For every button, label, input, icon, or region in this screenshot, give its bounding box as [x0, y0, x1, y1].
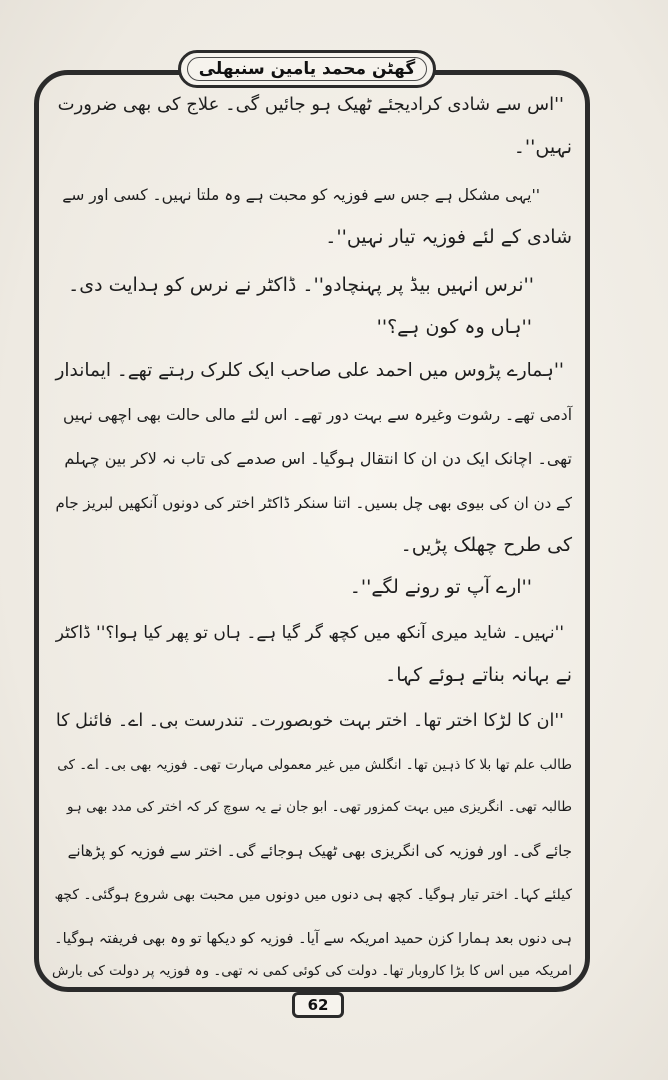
text-line: طالبہ تھی۔ انگریزی میں بہت کمزور تھی۔ ابو جان نے یہ سوچ کر کہ اختر کی مدد بھی ہو: [66, 799, 572, 815]
page-number: 62: [307, 996, 329, 1014]
text-line: ''ان کا لڑکا اختر تھا۔ اختر بہت خوبصورت۔ تندرست بی۔ اے۔ فائنل کا: [55, 711, 564, 731]
text-line: ''نرس انہیں بیڈ پر پہنچادو''۔ ڈاکٹر نے نرس کو ہدایت دی۔: [68, 274, 534, 296]
page-number-box: [292, 992, 344, 1018]
text-line: ''ہاں وہ کون ہے؟'': [376, 316, 532, 338]
text-line: شادی کے لئے فوزیہ تیار نہیں''۔: [325, 226, 572, 248]
body-text: [52, 92, 572, 982]
text-line: کیلئے کہا۔ اختر تیار ہوگیا۔ کچھ ہی دنوں میں دونوں میں محبت بھی شروع ہوگئی۔ کچھ: [54, 887, 572, 903]
text-line: تھی۔ اچانک ایک دن ان کا انتقال ہوگیا۔ اس صدمے کی تاب نہ لاکر بین چہلم: [64, 449, 572, 468]
text-line: ''ہمارے پڑوس میں احمد علی صاحب ایک کلرک رہتے تھے۔ ایماندار: [55, 360, 564, 381]
text-line: آدمی تھے۔ رشوت وغیرہ سے بہت دور تھے۔ اس لئے مالی حالت بھی اچھی نہیں: [62, 406, 572, 424]
text-line: کی طرح چھلک پڑیں۔: [400, 534, 572, 556]
text-line: ''ارے آپ تو رونے لگے''۔: [349, 576, 532, 598]
header-title: گھٹن محمد یامین سنبھلی: [198, 59, 416, 79]
text-line: نہیں''۔: [513, 136, 572, 158]
running-header: [178, 50, 436, 88]
text-line: کے دن ان کی بیوی بھی چل بسیں۔ اتنا سنکر ڈاکٹر اختر کی دونوں آنکھیں لبریز جام: [55, 494, 572, 512]
text-line: امریکہ میں اس کا بڑا کاروبار تھا۔ دولت کی کوئی کمی نہ تھی۔ وہ فوزیہ پر دولت کی بارش: [51, 963, 572, 979]
text-line: ہی دنوں بعد ہمارا کزن حمید امریکہ سے آیا۔ فوزیہ کو دیکھا تو وہ بھی فریفتہ ہوگیا۔: [54, 931, 572, 947]
text-line: جائے گی۔ اور فوزیہ کی انگریزی بھی ٹھیک ہوجائے گی۔ اختر سے فوزیہ کو پڑھانے: [67, 842, 572, 860]
text-line: ''نہیں۔ شاید میری آنکھ میں کچھ گر گیا ہے۔ ہاں تو پھر کیا ہوا؟'' ڈاکٹر: [55, 623, 564, 643]
text-line: طالب علم تھا بلا کا ذہین تھا۔ انگلش میں غیر معمولی مہارت تھی۔ فوزیہ بھی بی۔ اے۔ کی: [57, 757, 572, 773]
text-line: ''اس سے شادی کرادیجئے ٹھیک ہو جائیں گی۔ علاج کی بھی ضرورت: [57, 94, 564, 115]
text-line: نے بہانہ بناتے ہوئے کہا۔: [385, 664, 572, 686]
text-line: ''یہی مشکل ہے جس سے فوزیہ کو محبت ہے وہ ملتا نہیں۔ کسی اور سے: [62, 186, 540, 204]
